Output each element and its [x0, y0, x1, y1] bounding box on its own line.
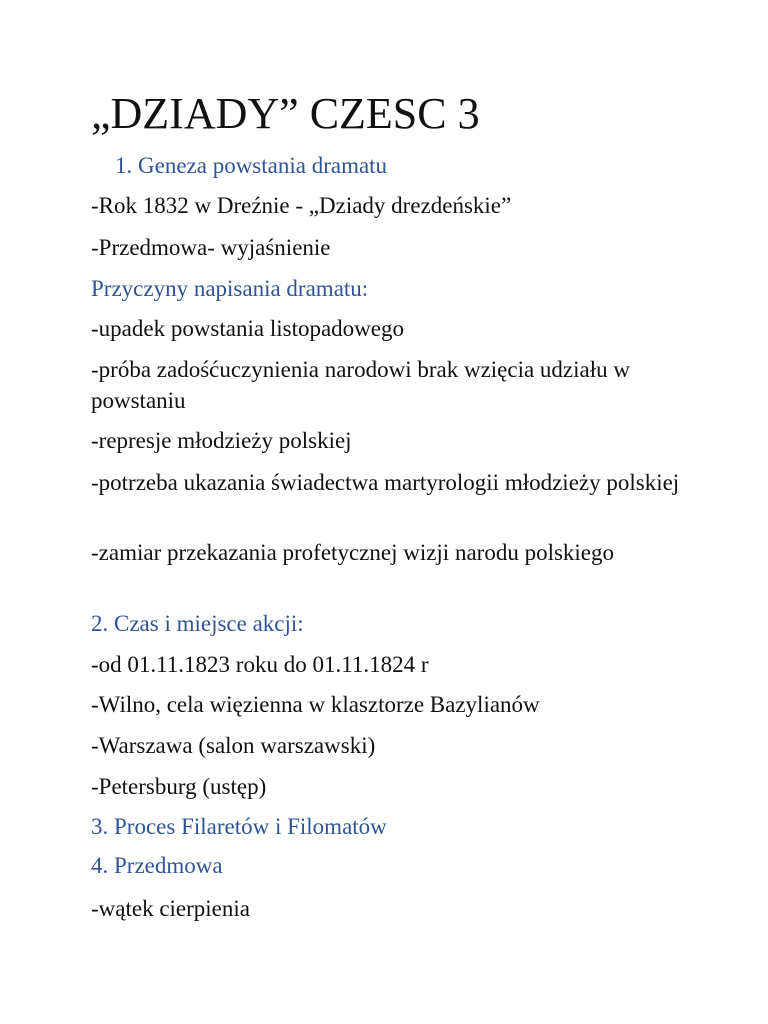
section-4-heading: 4. Przedmowa — [91, 853, 223, 878]
cause-item: -próba zadośćuczynienia narodowi brak wzięcia udziału w powstaniu — [91, 357, 630, 413]
paragraph-line: -Przedmowa- wyjaśnienie — [91, 235, 331, 260]
paragraph-line: -Rok 1832 w Dreźnie - „Dziady drezdeńskie” — [91, 193, 512, 218]
place-item: -od 01.11.1823 roku do 01.11.1824 r — [91, 652, 429, 677]
section-3-heading: 3. Proces Filaretów i Filomatów — [91, 814, 387, 839]
cause-item: -zamiar przekazania profetycznej wizji narodu polskiego — [91, 540, 615, 565]
section-1-number: 1. — [115, 153, 133, 178]
cause-item: -upadek powstania listopadowego — [91, 316, 404, 341]
section-1-heading — [115, 150, 715, 181]
causes-heading: Przyczyny napisania dramatu: — [91, 276, 369, 301]
section-1-heading-text: Geneza powstania dramatu — [138, 153, 388, 178]
cause-item: -potrzeba ukazania świadectwa martyrologii młodzieży polskiej — [91, 470, 680, 495]
place-item: -Warszawa (salon warszawski) — [91, 733, 376, 758]
preface-item: -wątek cierpienia — [91, 896, 250, 921]
place-item: -Petersburg (ustęp) — [91, 774, 267, 799]
section-2-heading: 2. Czas i miejsce akcji: — [91, 611, 304, 636]
document-title: „DZIADY” CZESC 3 — [91, 89, 480, 138]
place-item: -Wilno, cela więzienna w klasztorze Bazylianów — [91, 692, 540, 717]
cause-item: -represje młodzieży polskiej — [91, 428, 352, 453]
